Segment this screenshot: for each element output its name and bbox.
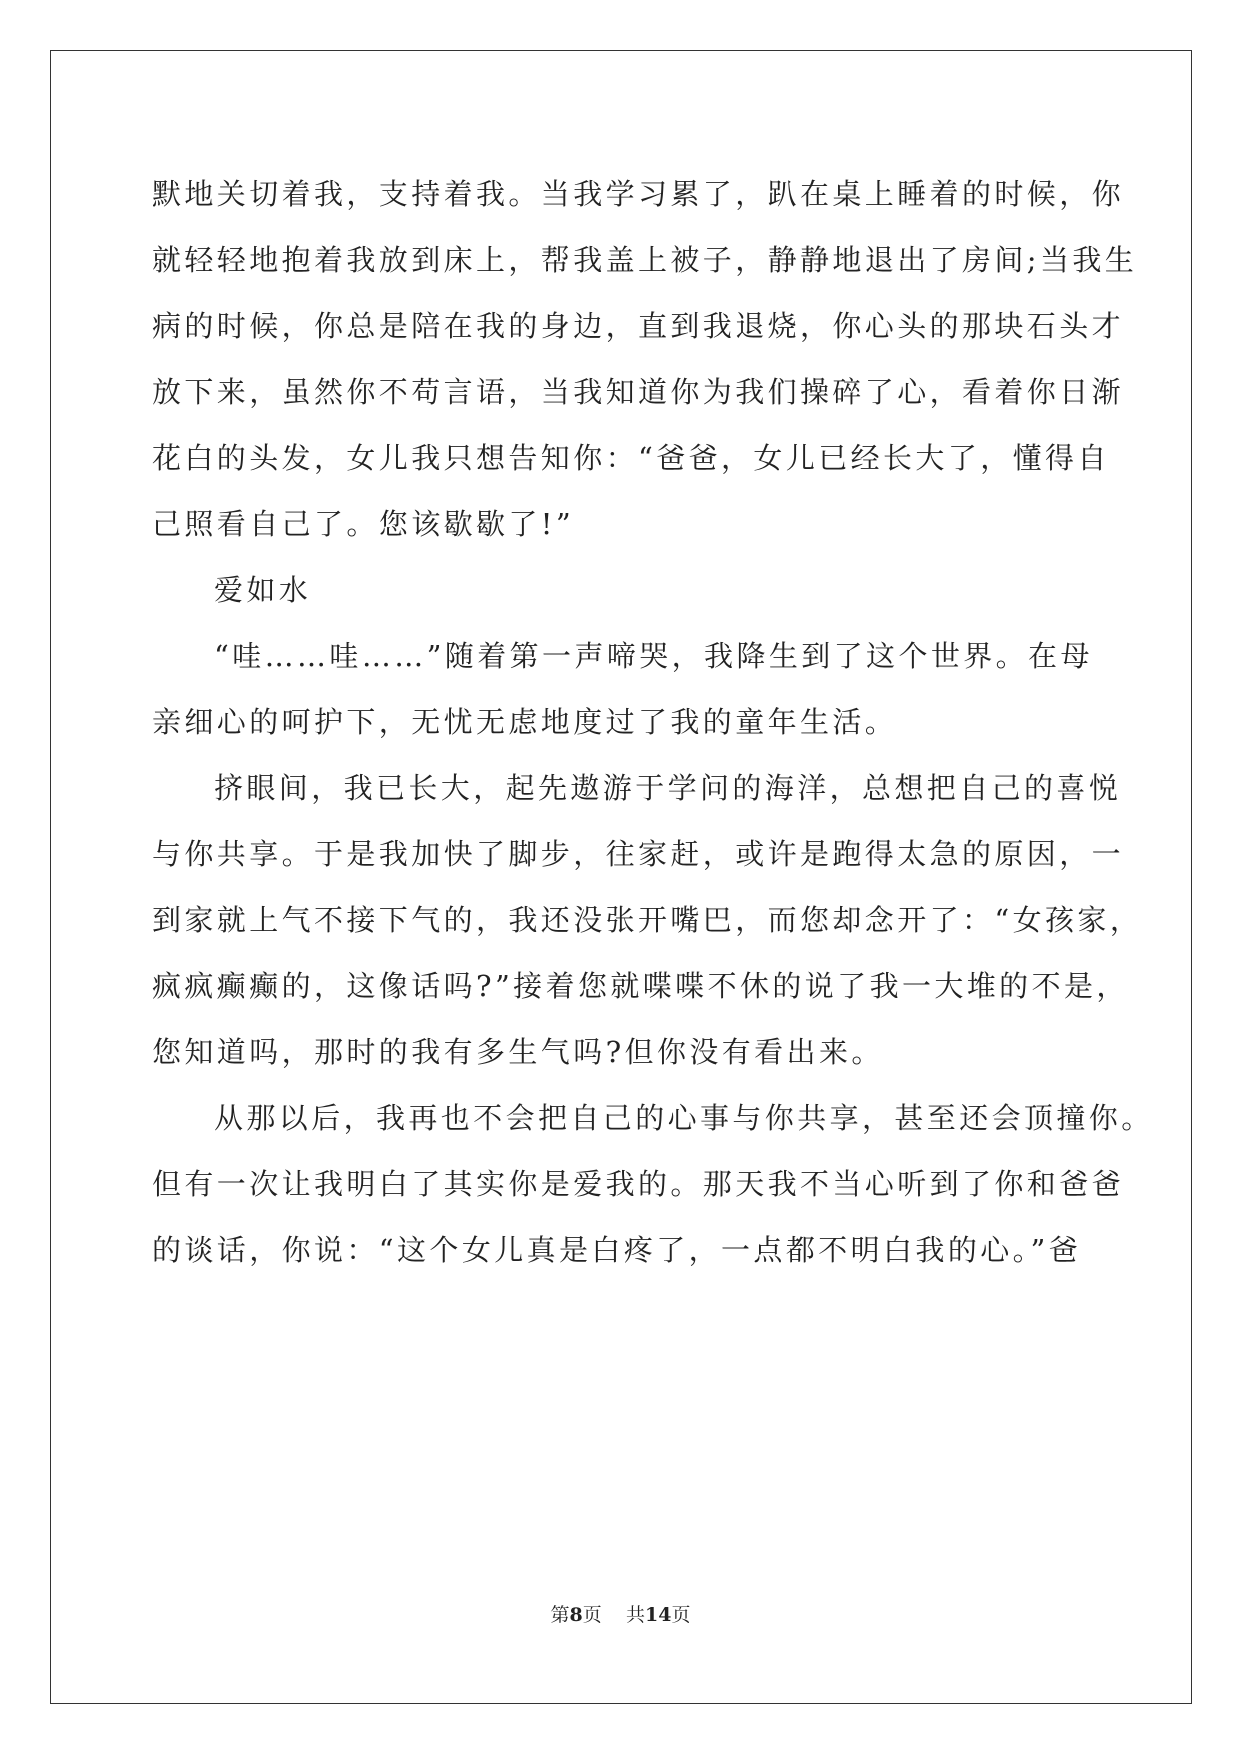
document-body (152, 161, 1154, 1283)
text-line: 但有一次让我明白了其实你是爱我的。那天我不当心听到了你和爸爸 (152, 1167, 1125, 1201)
total-suffix: 页 (671, 1604, 691, 1626)
text-line: 亲细心的呵护下，无忧无虑地度过了我的童年生活。 (152, 705, 898, 739)
text-line: 病的时候，你总是陪在我的身边，直到我退烧，你心头的那块石头才 (152, 309, 1125, 343)
text-line: 就轻轻地抱着我放到床上，帮我盖上被子，静静地退出了房间;当我生 (152, 243, 1138, 277)
page-footer (0, 1600, 1241, 1627)
total-prefix: 共 (625, 1604, 645, 1626)
page-suffix: 页 (582, 1604, 602, 1626)
text-line: 与你共享。于是我加快了脚步，往家赶，或许是跑得太急的原因，一 (152, 837, 1125, 871)
text-line: 疯疯癫癫的，这像话吗?”接着您就喋喋不休的说了我一大堆的不是， (152, 969, 1129, 1003)
text-line: 的谈话，你说：“这个女儿真是白疼了，一点都不明白我的心。”爸 (152, 1233, 1082, 1267)
text-line: 到家就上气不接下气的，我还没张开嘴巴，而您却念开了：“女孩家， (152, 903, 1143, 937)
page-prefix: 第 (550, 1604, 570, 1626)
text-line: 己照看自己了。您该歇歇了!” (152, 507, 575, 541)
text-line: 挤眼间，我已长大，起先遨游于学问的海洋，总想把自己的喜悦 (214, 771, 1122, 805)
text-line: 默地关切着我，支持着我。当我学习累了，趴在桌上睡着的时候，你 (152, 177, 1125, 211)
total-pages: 14 (644, 1604, 672, 1626)
text-line: 您知道吗，那时的我有多生气吗?但你没有看出来。 (152, 1035, 884, 1069)
text-line: 放下来，虽然你不苟言语，当我知道你为我们操碎了心，看着你日渐 (152, 375, 1125, 409)
section-heading: 爱如水 (214, 573, 312, 607)
text-line: “哇……哇……”随着第一声啼哭，我降生到了这个世界。在母 (214, 639, 1093, 673)
text-line: 从那以后，我再也不会把自己的心事与你共享，甚至还会顶撞你。 (214, 1101, 1154, 1135)
text-line: 花白的头发，女儿我只想告知你：“爸爸，女儿已经长大了，懂得自 (152, 441, 1110, 475)
page-number: 8 (569, 1604, 583, 1626)
